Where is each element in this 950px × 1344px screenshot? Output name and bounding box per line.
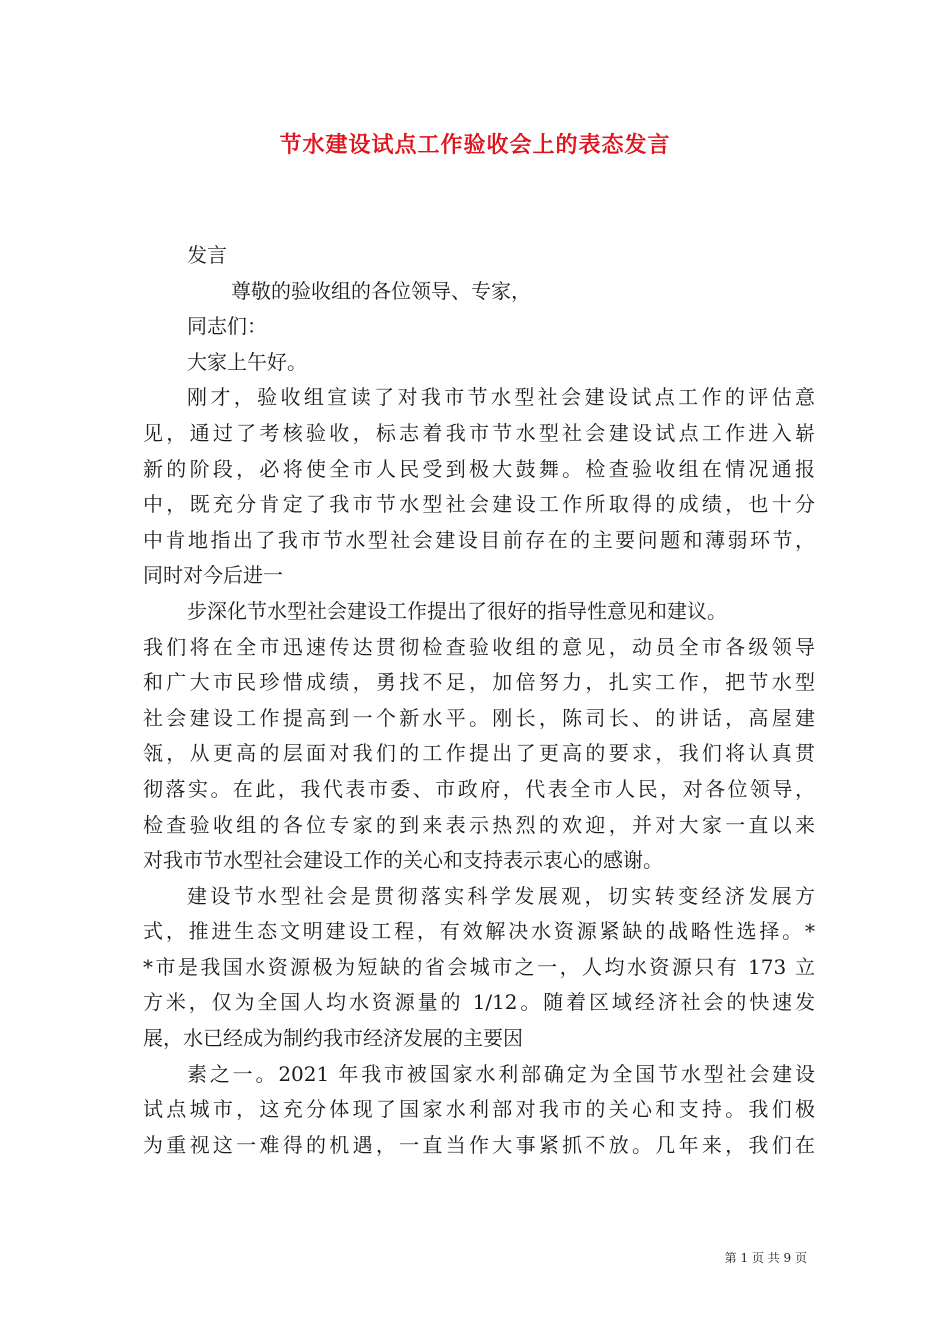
paragraph-line: 式，推进生态文明建设工程，有效解决水资源紧缺的战略性选择。* — [143, 919, 815, 944]
paragraph-line: 刚才，验收组宣读了对我市节水型社会建设试点工作的评估意 — [187, 385, 815, 410]
document-title: 节水建设试点工作验收会上的表态发言 — [279, 132, 671, 158]
paragraph-line: 见，通过了考核验收，标志着我市节水型社会建设试点工作进入崭 — [143, 420, 815, 445]
paragraph-line: 我们将在全市迅速传达贯彻检查验收组的意见，动员全市各级领导 — [143, 634, 815, 659]
text-line: 大家上午好。 — [187, 349, 307, 374]
paragraph-line: 步深化节水型社会建设工作提出了很好的指导性意见和建议。 — [187, 598, 727, 623]
page-number: 第 1 页 共 9 页 — [724, 1251, 807, 1265]
text-line: 发言 — [187, 243, 227, 267]
paragraph-line: 检查验收组的各位专家的到来表示热烈的欢迎，并对大家一直以来 — [143, 812, 815, 837]
paragraph-line: 展，水已经成为制约我市经济发展的主要因 — [143, 1026, 523, 1051]
paragraph-line: 和广大市民珍惜成绩，勇找不足，加倍努力，扎实工作，把节水型 — [143, 670, 815, 695]
text-line: 同志们： — [187, 314, 267, 339]
paragraph-line: 同时对今后进一 — [143, 563, 283, 588]
paragraph-line: 瓴，从更高的层面对我们的工作提出了更高的要求，我们将认真贯 — [143, 741, 815, 766]
paragraph-line: 彻落实。在此，我代表市委、市政府，代表全市人民，对各位领导， — [143, 776, 815, 801]
paragraph-line: 对我市节水型社会建设工作的关心和支持表示衷心的感谢。 — [143, 848, 663, 873]
document-body — [143, 238, 815, 1163]
paragraph-line: 中肯地指出了我市节水型社会建设目前存在的主要问题和薄弱环节， — [143, 527, 815, 552]
paragraph-line: 社会建设工作提高到一个新水平。刚长，陈司长、的讲话，高屋建 — [143, 705, 815, 730]
paragraph-line: 新的阶段，必将使全市人民受到极大鼓舞。检查验收组在情况通报 — [143, 456, 815, 481]
paragraph-line: 为重视这一难得的机遇，一直当作大事紧抓不放。几年来，我们在 — [143, 1132, 815, 1157]
paragraph-line: 建设节水型社会是贯彻落实科学发展观，切实转变经济发展方 — [187, 883, 815, 908]
paragraph-line: 素之一。2021 年我市被国家水利部确定为全国节水型社会建设 — [187, 1061, 815, 1086]
salutation-line: 尊敬的验收组的各位领导、专家， — [231, 278, 531, 303]
paragraph-line: 试点城市，这充分体现了国家水利部对我市的关心和支持。我们极 — [143, 1097, 815, 1122]
paragraph-line: 中，既充分肯定了我市节水型社会建设工作所取得的成绩，也十分 — [143, 492, 815, 517]
paragraph-line: *市是我国水资源极为短缺的省会城市之一，人均水资源只有 173 立 — [143, 954, 815, 979]
paragraph-line: 方米，仅为全国人均水资源量的 1/12。随着区域经济社会的快速发 — [143, 990, 815, 1015]
